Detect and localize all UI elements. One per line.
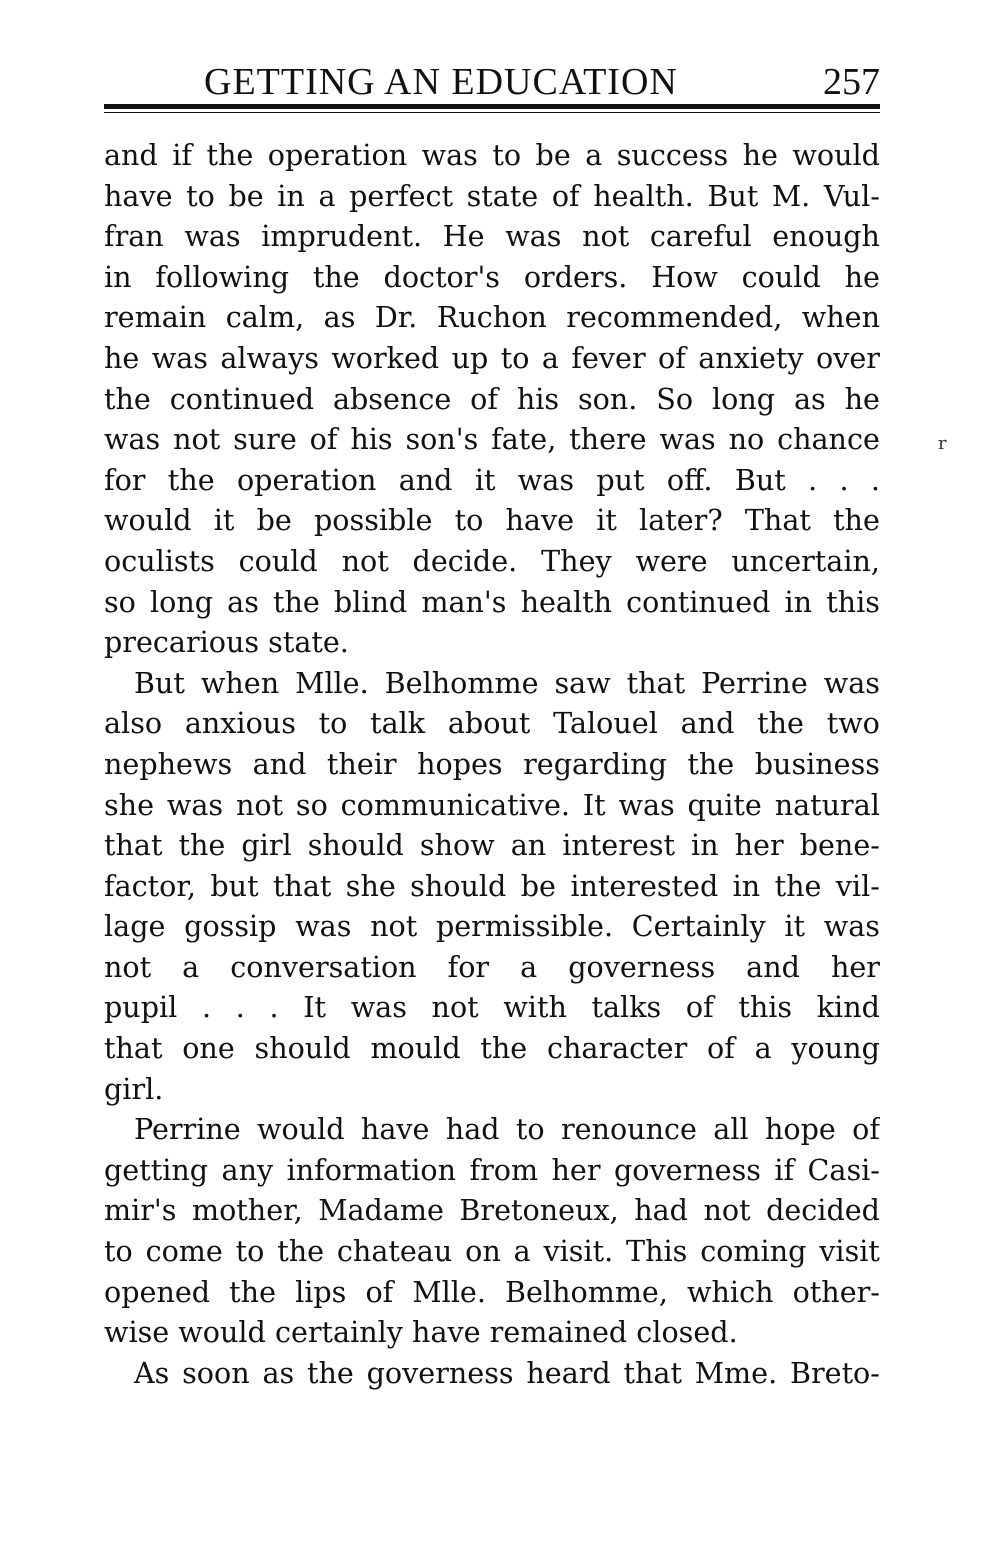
- text-line: and if the operation was to be a success he would: [104, 138, 880, 172]
- text-line: to come to the chateau on a visit. This coming visit: [104, 1234, 880, 1269]
- text-line: he was always worked up to a fever of anxiety over: [104, 340, 880, 375]
- text-line: mir's mother, Madame Bretoneux, had not decided: [104, 1193, 880, 1228]
- text-line: oculists could not decide. They were uncertain,: [104, 543, 880, 578]
- body-text: [104, 135, 880, 1393]
- text-line: not a conversation for a governess and her: [104, 949, 880, 984]
- text-line: so long as the blind man's health continued in this: [104, 584, 880, 619]
- running-title: GETTING AN EDUCATION: [204, 61, 678, 103]
- page-number: 257: [823, 61, 880, 103]
- paragraph: [104, 1109, 880, 1353]
- stray-print-mark: r: [938, 433, 947, 454]
- text-line: remain calm, as Dr. Ruchon recommended, when: [104, 300, 880, 335]
- paragraph: [104, 663, 880, 1110]
- text-line: lage gossip was not permissible. Certainly it was: [104, 909, 880, 944]
- text-line: pupil . . . It was not with talks of this kind: [104, 990, 880, 1025]
- text-line: wise would certainly have remained closed.: [104, 1315, 738, 1350]
- running-head: [104, 58, 880, 104]
- paragraph: [104, 135, 880, 663]
- book-page: [104, 58, 880, 1393]
- header-rule-thin: [104, 112, 880, 113]
- text-line: getting any information from her governess if Casi-: [104, 1152, 880, 1187]
- text-line: factor, but that she should be interested in the vil-: [104, 868, 880, 903]
- text-line: As soon as the governess heard that Mme. Breto-: [134, 1355, 880, 1390]
- header-rule-thick: [104, 104, 880, 109]
- text-line: for the operation and it was put off. But . . .: [104, 462, 880, 497]
- text-line: But when Mlle. Belhomme saw that Perrine was: [134, 665, 880, 700]
- text-line: opened the lips of Mlle. Belhomme, which other-: [104, 1274, 880, 1309]
- text-line: fran was imprudent. He was not careful enough: [104, 219, 880, 254]
- text-line: Perrine would have had to renounce all hope of: [134, 1112, 880, 1147]
- text-line: that one should mould the character of a young: [104, 1031, 880, 1066]
- text-line: she was not so communicative. It was quite natural: [104, 787, 880, 822]
- text-line: also anxious to talk about Talouel and the two: [104, 706, 880, 741]
- paragraph: [104, 1353, 880, 1394]
- text-line: would it be possible to have it later? That the: [104, 503, 880, 538]
- text-line: nephews and their hopes regarding the business: [104, 746, 880, 781]
- text-line: have to be in a perfect state of health. But M. Vul-: [104, 178, 880, 213]
- text-line: girl.: [104, 1071, 164, 1106]
- text-line: in following the doctor's orders. How could he: [104, 259, 880, 294]
- text-line: the continued absence of his son. So long as he: [104, 381, 880, 416]
- text-line: precarious state.: [104, 625, 349, 660]
- text-line: was not sure of his son's fate, there was no chance: [104, 422, 880, 457]
- text-line: that the girl should show an interest in her bene-: [104, 828, 880, 863]
